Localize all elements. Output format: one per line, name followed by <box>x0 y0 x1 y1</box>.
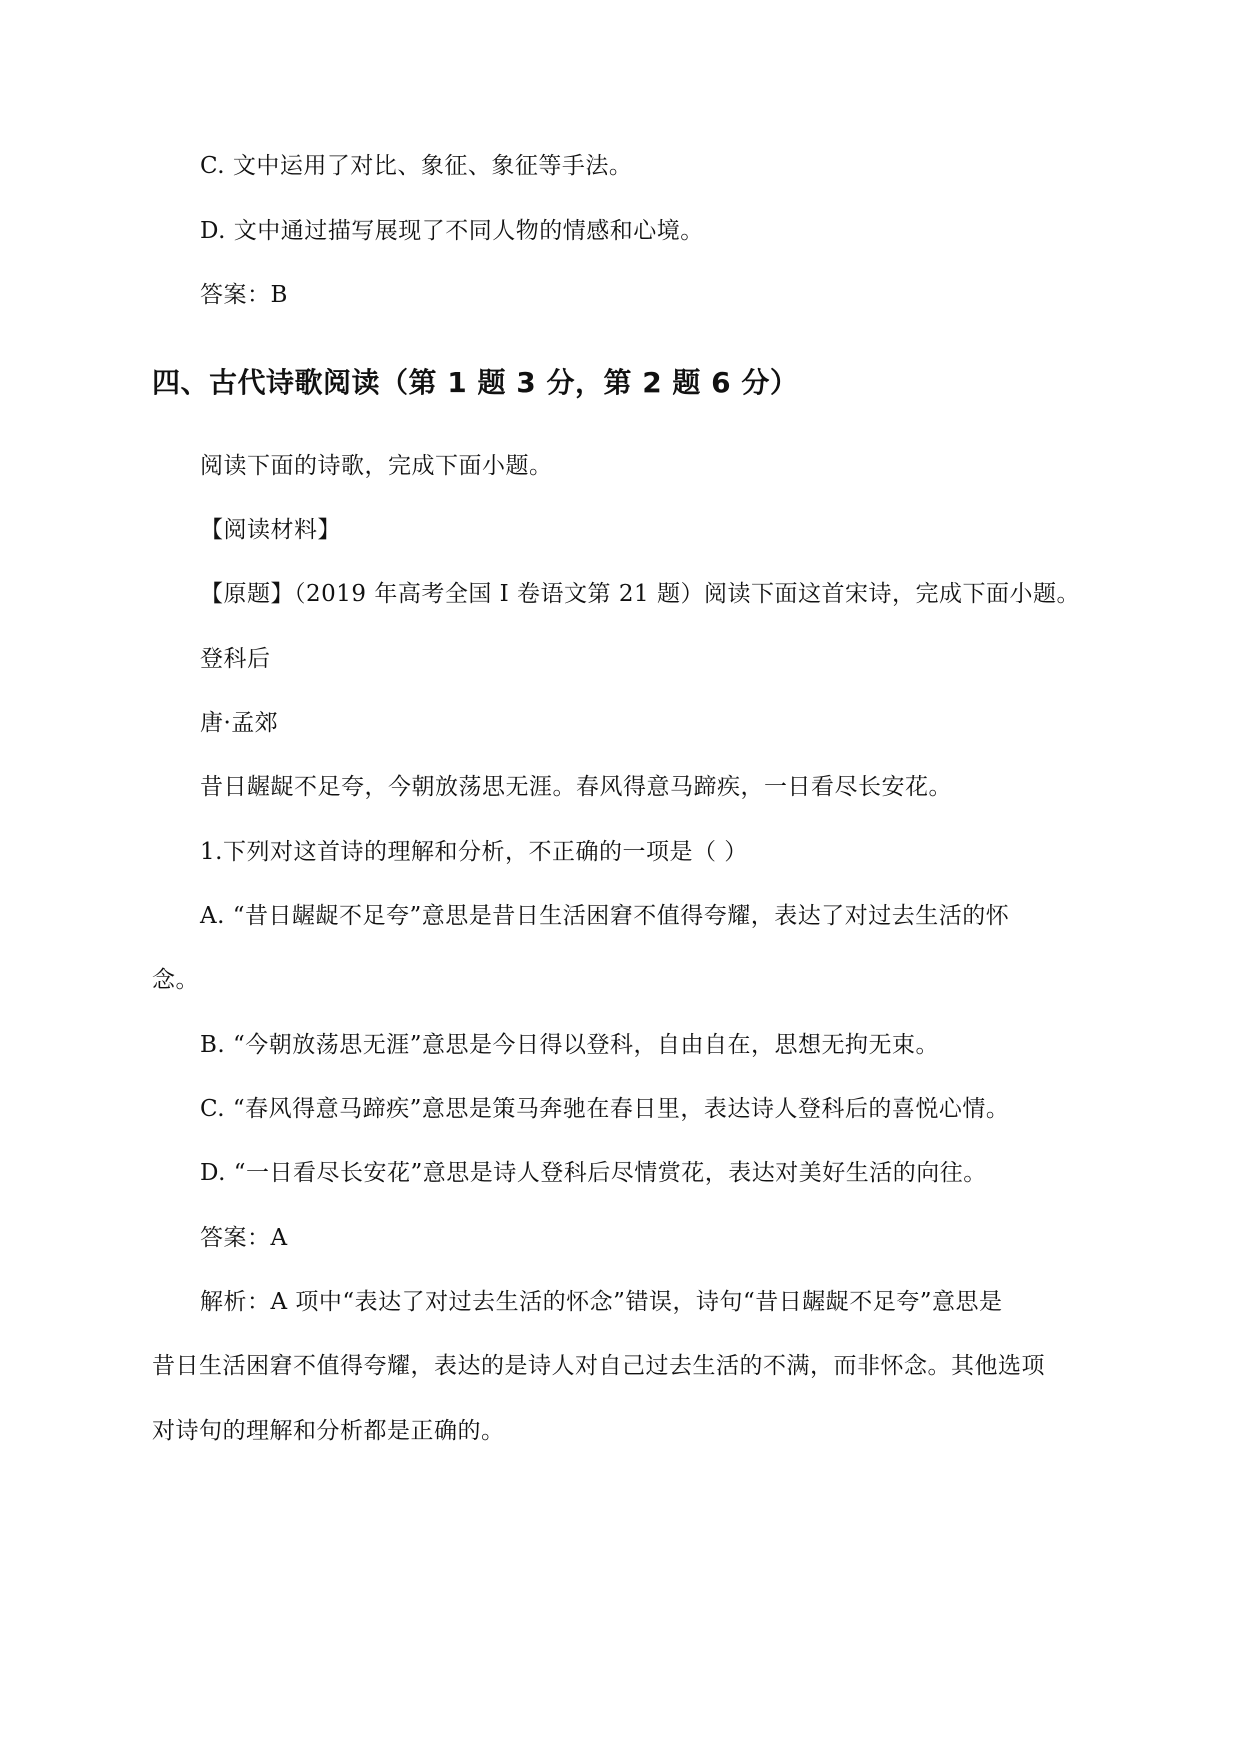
section-heading: 四、古代诗歌阅读（第 1 题 3 分，第 2 题 6 分） <box>152 366 799 399</box>
answer-previous: 答案：B <box>200 282 288 308</box>
poem-text: 昔日龌龊不足夸，今朝放荡思无涯。春风得意马蹄疾，一日看尽长安花。 <box>200 774 952 800</box>
answer: 答案：A <box>200 1225 288 1251</box>
instruction-text: 阅读下面的诗歌，完成下面小题。 <box>200 453 553 479</box>
source-note: 【原题】（2019 年高考全国 I 卷语文第 21 题）阅读下面这首宋诗，完成下面小题。 <box>200 581 1080 607</box>
material-label: 【阅读材料】 <box>200 517 341 543</box>
option-b: B. “今朝放荡思无涯”意思是今日得以登科，自由自在，思想无拘无束。 <box>200 1032 940 1058</box>
option-a-continuation: 念。 <box>152 967 199 993</box>
option-d: D. “一日看尽长安花”意思是诗人登科后尽情赏花，表达对美好生活的向往。 <box>200 1160 987 1186</box>
analysis-line-3: 对诗句的理解和分析都是正确的。 <box>152 1418 505 1444</box>
option-c: C. “春风得意马蹄疾”意思是策马奔驰在春日里，表达诗人登科后的喜悦心情。 <box>200 1096 1010 1122</box>
poem-author: 唐·孟郊 <box>200 710 279 736</box>
analysis-line-2: 昔日生活困窘不值得夸耀，表达的是诗人对自己过去生活的不满，而非怀念。其他选项 <box>152 1353 1045 1379</box>
option-d-previous: D. 文中通过描写展现了不同人物的情感和心境。 <box>200 218 704 244</box>
question-stem: 1.下列对这首诗的理解和分析，不正确的一项是（ ） <box>200 839 748 865</box>
poem-title: 登科后 <box>200 646 271 672</box>
option-c-previous: C. 文中运用了对比、象征、象征等手法。 <box>200 153 633 179</box>
option-a: A. “昔日龌龊不足夸”意思是昔日生活困窘不值得夸耀，表达了对过去生活的怀 <box>200 903 1010 929</box>
analysis-line-1: 解析：A 项中“表达了对过去生活的怀念”错误，诗句“昔日龌龊不足夸”意思是 <box>200 1289 1003 1315</box>
